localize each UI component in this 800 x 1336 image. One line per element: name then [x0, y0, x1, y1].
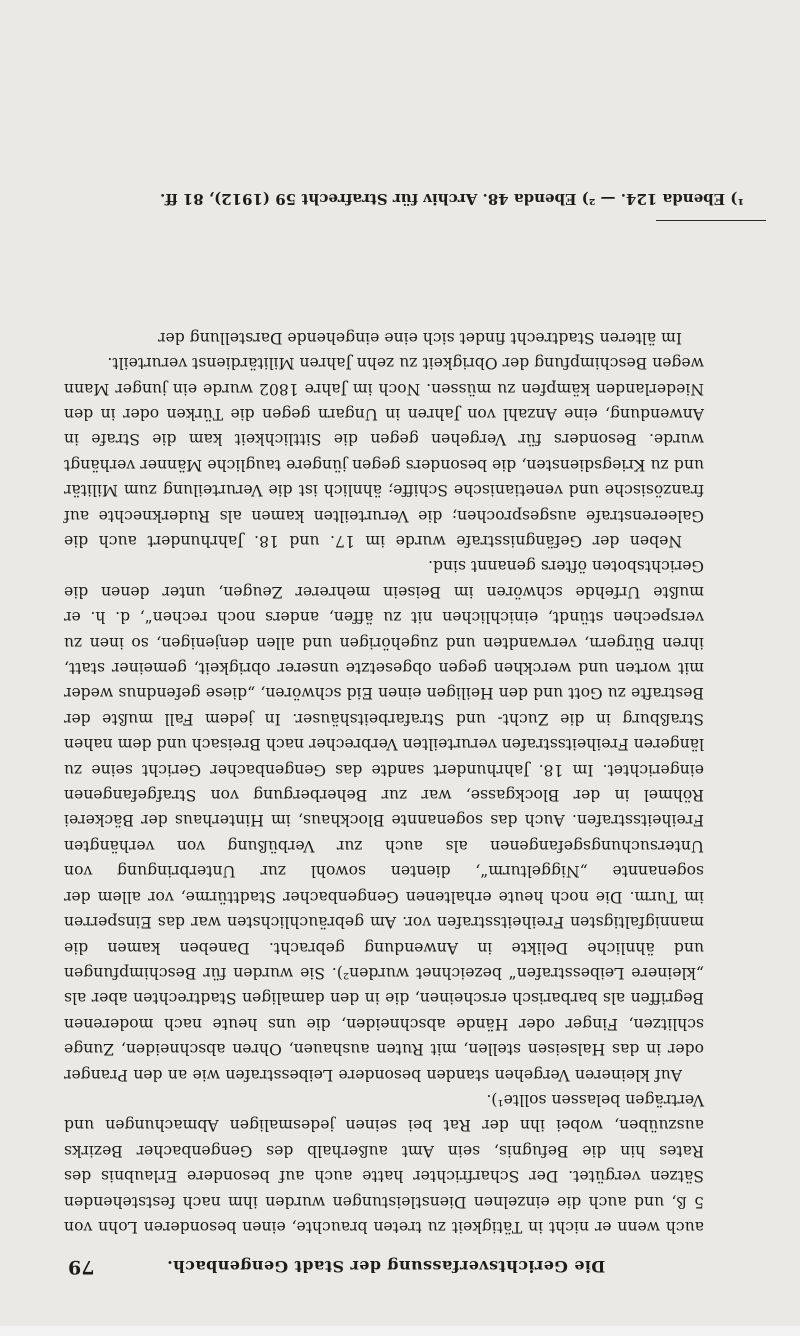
body-text: [64, 324, 704, 1239]
paragraph-2: Auf kleineren Vergehen standen besondere Leibesstrafen wie an den Pranger oder in das Halseisen stellen, mit Ruten aushauen, Ohren abschneiden, Zunge schlitzen, Finger oder Hände abschneiden, die uns heute nach moderenen Begriffen als barbarisch erscheinen, die in den damaligen Stadtrechten aber als „kleinere Leibesstrafen“ bezeichnet wurden²). Sie wurden für Beschimpfungen und ähnliche Delikte in Anwendung gebracht. Daneben kamen die mannigfaltigsten Freiheitsstrafen vor. Am gebräuchlichsten war das Einsperren im Turm. Die noch heute erhaltenen Gengenbacher Stadttürme, vor allem der sogenannte „Niggelturm“, dienten sowohl zur Unterbringung von Untersuchungsgefangenen als auch zur Verbüßung von verhängten Freiheitsstrafen. Auch das sogenannte Blockhaus, im Hinterhaus der Bäckerei Röhmel in der Blockgasse, war zur Beherbergung von Strafgefangenen eingerichtet. Im 18. Jahrhundert sandte das Gengenbacher Gericht seine zu längeren Freiheitsstrafen verurteilten Verbrecher nach Breisach und dem nahen Straßburg in die Zucht- und Strafarbeitshäuser. In jedem Fall mußte der Bestrafte zu Gott und den Heiligen einen Eid schwören, „diese gefendnus weder mit worten und werckhen gegen obgesetzte unserer obrigkeit, gemeiner statt, ihren Bürgern, verwandten und zugehörigen und allen denjenigen, so inen zu verspechen stündt, einichlichen nit zu äffen, anders noch rechen“, d. h. er mußte Urfehde schwören im Beisein mehrerer Zeugen, unter denen die Gerichtsboten öfters genannt sind.: [64, 557, 704, 1084]
paragraph-4: Im älteren Stadtrecht findet sich eine eingehende Darstellung der: [158, 328, 682, 347]
footnote-divider: [656, 220, 766, 221]
footnotes: ¹) Ebenda 124. — ²) Ebenda 48. Archiv für Strafrecht 59 (1912), 81 ff.: [160, 190, 744, 208]
viewer-bottom-strip: [0, 1326, 800, 1336]
page-number: 79: [68, 1256, 95, 1278]
paragraph-3: Neben der Gefängnisstrafe wurde im 17. und 18. Jahrhundert auch die Galeerenstrafe ausgesprochen; die Verurteilten kamen als Ruderknechte auf französische und venetianische Schiffe; ähnlich ist die Verurteilung zum Militär und zu Kriegsdiensten, die besonders gegen jüngere taugliche Männer verhängt wurde. Besonders für Vergehen gegen die Sittlichkeit kam die Strafe in Anwendung, eine Anzahl von Jahren in Ungarn gegen die Türken oder in den Niederlanden kämpfen zu müssen. Noch im Jahre 1802 wurde ein junger Mann wegen Beschimpfung der Obrigkeit zu zehn Jahren Militärdienst verurteilt.: [64, 354, 704, 551]
page-header: [68, 1250, 704, 1276]
running-title: Die Gerichtsverfassung der Stadt Gengenbach.: [166, 1257, 606, 1276]
paragraph-1: auch wenn er nicht in Tätigkeit zu treten brauchte, einen besonderen Lohn von 5 ß, und auch die einzelnen Dienstleistungen wurden ihm nach feststehenden Sätzen vergütet. Der Scharfrichter hatte auch auf besondere Erlaubnis des Rates hin die Befugnis, sein Amt außerhalb des Gengenbacher Bezirks auszuüben, wobei ihn der Rat bei seinen jedesmaligen Abmachungen und Verträgen belassen sollte¹).: [64, 1090, 704, 1236]
